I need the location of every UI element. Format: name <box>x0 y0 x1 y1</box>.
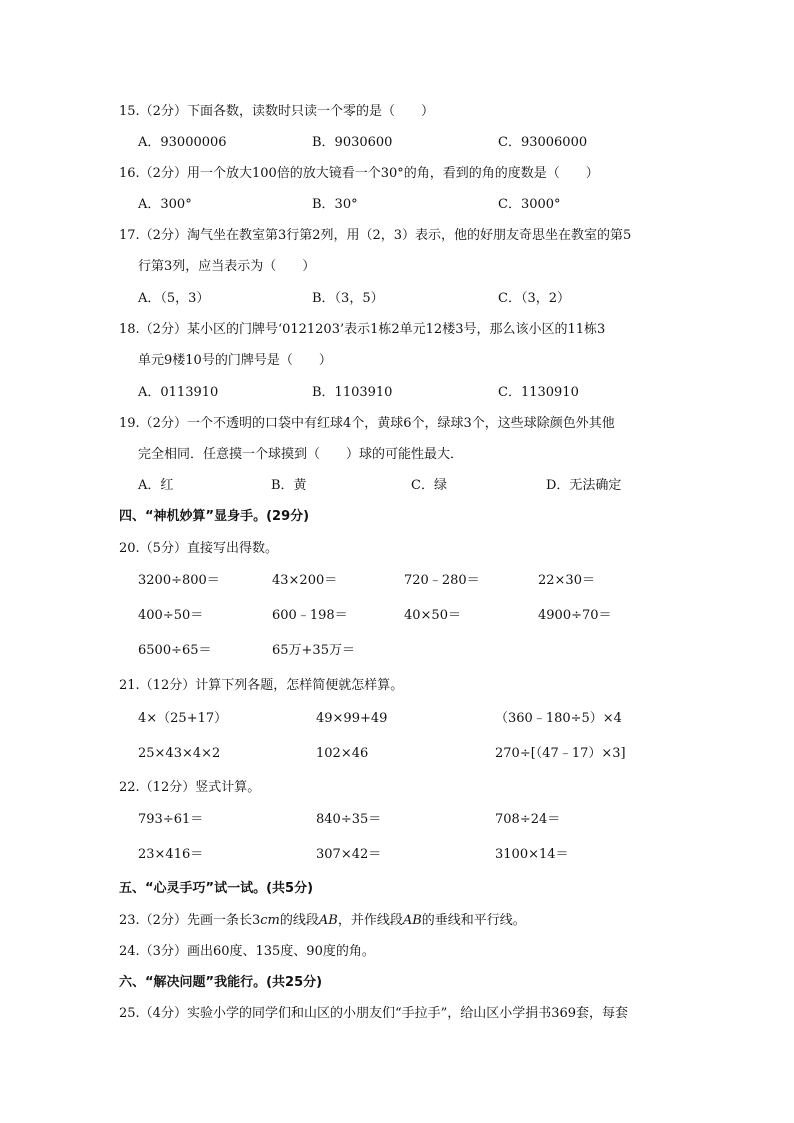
question-17-stem-line2: 行第3列，应当表示为（ ） <box>138 259 316 274</box>
q23-segment-label: AB <box>402 913 422 928</box>
expression: 65万+35万＝ <box>272 643 355 658</box>
option-a: A．300° <box>138 197 192 212</box>
question-24-stem: 24.（3分）画出60度、135度、90度的角。 <box>119 944 375 959</box>
expression: 49×99+49 <box>316 711 388 726</box>
question-17-stem-line1: 17.（2分）淘气坐在教室第3行第2列，用（2，3）表示，他的好朋友奇思坐在教室的第5 <box>119 228 632 243</box>
question-25-stem: 25.（4分）实验小学的同学们和山区的小朋友们“手拉手”，给山区小学捐书369套，每套 <box>119 1006 629 1021</box>
option-b: B．9030600 <box>312 135 393 150</box>
expression: 40×50＝ <box>404 608 461 623</box>
question-18-stem-line1: 18.（2分）某小区的门牌号‘0121203’表示1栋2单元12楼3号，那么该小区的11栋3 <box>119 322 606 337</box>
expression: 6500÷65＝ <box>138 643 212 658</box>
option-a: A．93000006 <box>138 135 227 150</box>
option-b: B．黄 <box>271 478 307 493</box>
option-a: A．红 <box>138 478 174 493</box>
q23-text-2: 的线段 <box>279 913 319 928</box>
expression: 793÷61＝ <box>138 812 204 827</box>
expression: 4×（25+17） <box>138 711 228 726</box>
q23-segment-label: AB <box>318 913 338 928</box>
section-5-heading: 五、“心灵手巧”试一试。(共5分) <box>119 881 314 896</box>
option-d: D．无法确定 <box>546 478 622 493</box>
q23-text-1: 23.（2分）先画一条长 <box>119 913 252 928</box>
question-23-stem <box>119 912 526 930</box>
question-18-stem-line2: 单元9楼10号的门牌号是（ ） <box>138 353 332 368</box>
expression: （360﹣180÷5）×4 <box>495 711 622 726</box>
question-15-stem: 15.（2分）下面各数，读数时只读一个零的是（ ） <box>119 104 434 119</box>
option-b: B．1103910 <box>312 385 393 400</box>
option-a: A．（5，3） <box>138 291 210 306</box>
option-c: C．93006000 <box>498 135 588 150</box>
expression: 43×200＝ <box>272 573 338 588</box>
section-4-heading: 四、“神机妙算”显身手。(29分) <box>119 509 310 524</box>
expression: 3200÷800＝ <box>138 573 220 588</box>
option-c: C．1130910 <box>498 385 579 400</box>
expression: 23×416＝ <box>138 847 204 862</box>
expression: 25×43×4×2 <box>138 746 221 761</box>
option-b: B．30° <box>312 197 358 212</box>
expression: 720﹣280＝ <box>404 573 480 588</box>
question-19-stem-line2: 完全相同．任意摸一个球摸到（ ）球的可能性最大． <box>138 447 464 462</box>
question-21-stem: 21.（12分）计算下列各题，怎样简便就怎样算。 <box>119 678 404 693</box>
question-20-stem: 20.（5分）直接写出得数。 <box>119 541 278 556</box>
expression: 307×42＝ <box>316 847 382 862</box>
q23-length-value: 3 <box>251 913 261 928</box>
q23-length-unit: cm <box>260 913 280 928</box>
q23-text-4: 的垂线和平行线。 <box>421 913 526 928</box>
option-c: C．（3，2） <box>498 291 570 306</box>
option-c: C．绿 <box>411 478 447 493</box>
expression: 102×46 <box>316 746 369 761</box>
expression: 708÷24＝ <box>495 812 561 827</box>
expression: 3100×14＝ <box>495 847 569 862</box>
option-b: B．（3，5） <box>312 291 384 306</box>
option-a: A．0113910 <box>138 385 219 400</box>
option-c: C．3000° <box>498 197 561 212</box>
question-19-stem-line1: 19.（2分）一个不透明的口袋中有红球4个，黄球6个，绿球3个，这些球除颜色外其他 <box>119 416 615 431</box>
question-22-stem: 22.（12分）竖式计算。 <box>119 780 261 795</box>
section-6-heading: 六、“解决问题”我能行。(共25分) <box>119 975 323 990</box>
expression: 22×30＝ <box>538 573 595 588</box>
expression: 400÷50＝ <box>138 608 204 623</box>
q23-text-3: ，并作线段 <box>337 913 403 928</box>
question-16-stem: 16.（2分）用一个放大100倍的放大镜看一个30°的角，看到的角的度数是（ ） <box>119 166 599 181</box>
expression: 600﹣198＝ <box>272 608 348 623</box>
expression: 4900÷70＝ <box>538 608 612 623</box>
expression: 270÷[（47﹣17）×3] <box>495 746 626 761</box>
expression: 840÷35＝ <box>316 812 382 827</box>
